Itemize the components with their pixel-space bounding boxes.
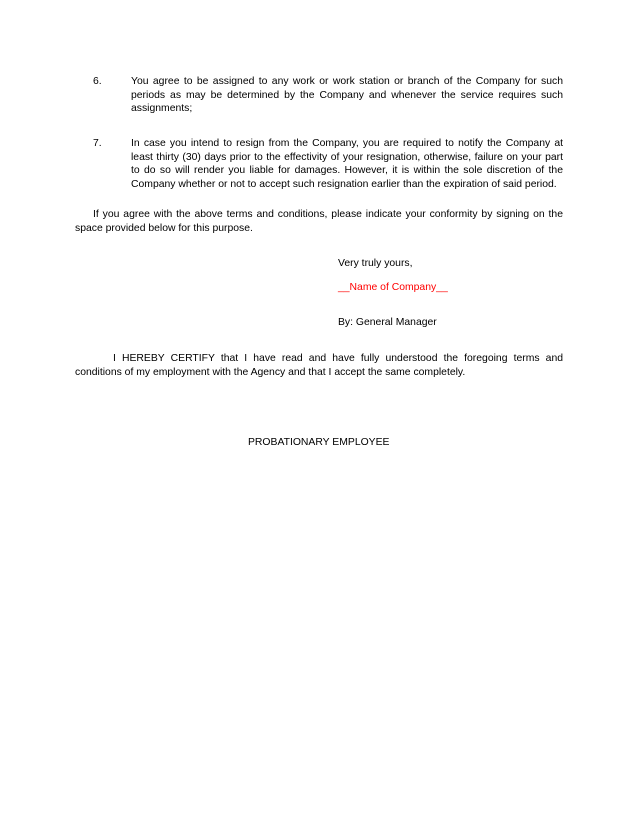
item-text: In case you intend to resign from the Company, you are required to notify the Company at least thirty (30) days prior to the effectivity of your resignation, otherwise, failure on your part to do so will render you liable for damages. However, it is within the sole discretion of the Company whether or not to accept such resignation earlier than the expiration of said period. bbox=[131, 138, 563, 190]
certification-paragraph: I HEREBY CERTIFY that I have read and have fully understood the foregoing terms and conditions of my employment with the Agency and that I accept the same completely. bbox=[75, 353, 563, 378]
signatory-line: By: General Manager bbox=[338, 317, 437, 328]
company-name-placeholder: __Name of Company__ bbox=[338, 282, 448, 293]
item-number: 6. bbox=[93, 76, 102, 87]
item-text: You agree to be assigned to any work or work station or branch of the Company for such periods as may be determined by the Company and whenever the service requires such assignments; bbox=[131, 76, 563, 114]
agreement-paragraph: If you agree with the above terms and conditions, please indicate your conformity by signing on the space provided below for this purpose. bbox=[75, 209, 563, 234]
item-number: 7. bbox=[93, 138, 102, 149]
employee-signature-label: PROBATIONARY EMPLOYEE bbox=[248, 437, 390, 448]
closing-salutation: Very truly yours, bbox=[338, 258, 413, 269]
